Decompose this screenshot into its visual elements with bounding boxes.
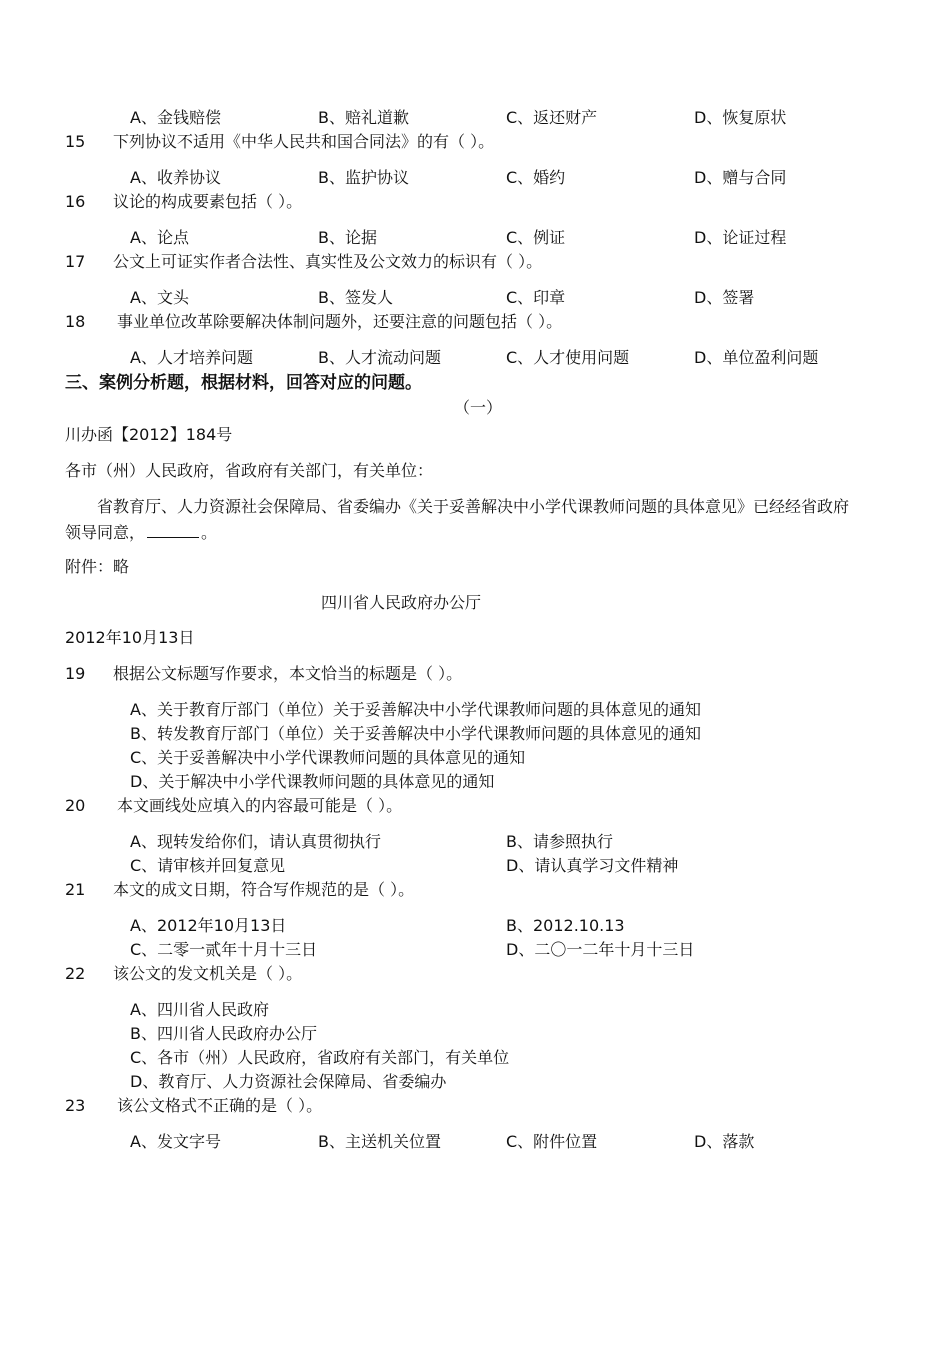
- question-number: 22: [65, 964, 86, 983]
- option-d: D、关于解决中小学代课教师问题的具体意见的通知: [130, 772, 495, 791]
- question-number: 21: [65, 880, 86, 899]
- option-c: C、例证: [506, 228, 566, 247]
- option-b: B、监护协议: [318, 168, 409, 187]
- option-b: B、签发人: [318, 288, 393, 307]
- option-d: D、落款: [694, 1132, 755, 1151]
- question-text: 根据公文标题写作要求，本文恰当的标题是（ ）。: [113, 664, 463, 683]
- option-c: C、附件位置: [506, 1132, 598, 1151]
- option-d: D、赠与合同: [694, 168, 787, 187]
- option-a: A、发文字号: [130, 1132, 221, 1151]
- option-a: A、文头: [130, 288, 189, 307]
- question-text: 该公文格式不正确的是（ ）。: [117, 1096, 323, 1115]
- option-c: C、请审核并回复意见: [130, 856, 286, 875]
- option-c: C、印章: [506, 288, 566, 307]
- question-text: 事业单位改革除要解决体制问题外，还要注意的问题包括（ ）。: [117, 312, 563, 331]
- option-d: D、论证过程: [694, 228, 787, 247]
- question-text: 本文的成文日期，符合写作规范的是（ ）。: [113, 880, 415, 899]
- option-b: B、赔礼道歉: [318, 108, 409, 127]
- question-number: 16: [65, 192, 86, 211]
- option-b: B、主送机关位置: [318, 1132, 441, 1151]
- option-a: A、关于教育厅部门（单位）关于妥善解决中小学代课教师问题的具体意见的通知: [130, 700, 701, 719]
- question-text: 下列协议不适用《中华人民共和国合同法》的有（ ）。: [113, 132, 495, 151]
- body-line-2: [65, 521, 217, 543]
- question-text: 议论的构成要素包括（ ）。: [113, 192, 303, 211]
- question-text: 公文上可证实作者合法性、真实性及公文效力的标识有（ ）。: [113, 252, 543, 271]
- option-a: A、人才培养问题: [130, 348, 253, 367]
- option-c: C、返还财产: [506, 108, 598, 127]
- attachment-note: 附件：略: [65, 557, 130, 576]
- option-c: C、二零一贰年十月十三日: [130, 940, 318, 959]
- option-b: B、请参照执行: [506, 832, 613, 851]
- body-line-2-prefix: 领导同意，: [65, 523, 146, 542]
- document-number: 川办函【2012】184号: [65, 425, 233, 444]
- option-d: D、二〇一二年十月十三日: [506, 940, 695, 959]
- body-line-2-suffix: 。: [201, 523, 218, 542]
- question-number: 15: [65, 132, 86, 151]
- recipients: 各市（州）人民政府，省政府有关部门，有关单位：: [65, 461, 434, 480]
- option-d: D、恢复原状: [694, 108, 787, 127]
- option-c: C、人才使用问题: [506, 348, 630, 367]
- option-b: B、2012.10.13: [506, 916, 625, 935]
- option-a: A、现转发给你们，请认真贯彻执行: [130, 832, 381, 851]
- question-number: 23: [65, 1096, 86, 1115]
- blank-underline: [147, 521, 199, 538]
- option-a: A、四川省人民政府: [130, 1000, 269, 1019]
- option-a: A、2012年10月13日: [130, 916, 287, 935]
- issue-date: 2012年10月13日: [65, 628, 195, 647]
- option-c: C、各市（州）人民政府，省政府有关部门，有关单位: [130, 1048, 510, 1067]
- issuer-signature: 四川省人民政府办公厅: [321, 593, 482, 612]
- option-c: C、关于妥善解决中小学代课教师问题的具体意见的通知: [130, 748, 526, 767]
- question-text: 该公文的发文机关是（ ）。: [113, 964, 303, 983]
- option-a: A、论点: [130, 228, 189, 247]
- option-b: B、四川省人民政府办公厅: [130, 1024, 317, 1043]
- question-number: 18: [65, 312, 86, 331]
- option-b: B、人才流动问题: [318, 348, 441, 367]
- question-number: 17: [65, 252, 86, 271]
- option-d: D、单位盈利问题: [694, 348, 819, 367]
- option-a: A、收养协议: [130, 168, 221, 187]
- option-c: C、婚约: [506, 168, 566, 187]
- question-text: 本文画线处应填入的内容最可能是（ ）。: [117, 796, 403, 815]
- option-a: A、金钱赔偿: [130, 108, 221, 127]
- option-d: D、签署: [694, 288, 755, 307]
- question-number: 19: [65, 664, 86, 683]
- case-number: （一）: [454, 398, 503, 417]
- body-line-1: 省教育厅、人力资源社会保障局、省委编办《关于妥善解决中小学代课教师问题的具体意见》已经经省政府: [97, 497, 850, 516]
- option-b: B、转发教育厅部门（单位）关于妥善解决中小学代课教师问题的具体意见的通知: [130, 724, 701, 743]
- option-d: D、请认真学习文件精神: [506, 856, 679, 875]
- option-d: D、教育厅、人力资源社会保障局、省委编办: [130, 1072, 447, 1091]
- option-b: B、论据: [318, 228, 377, 247]
- section-heading: 三、案例分析题，根据材料，回答对应的问题。: [65, 373, 422, 393]
- question-number: 20: [65, 796, 86, 815]
